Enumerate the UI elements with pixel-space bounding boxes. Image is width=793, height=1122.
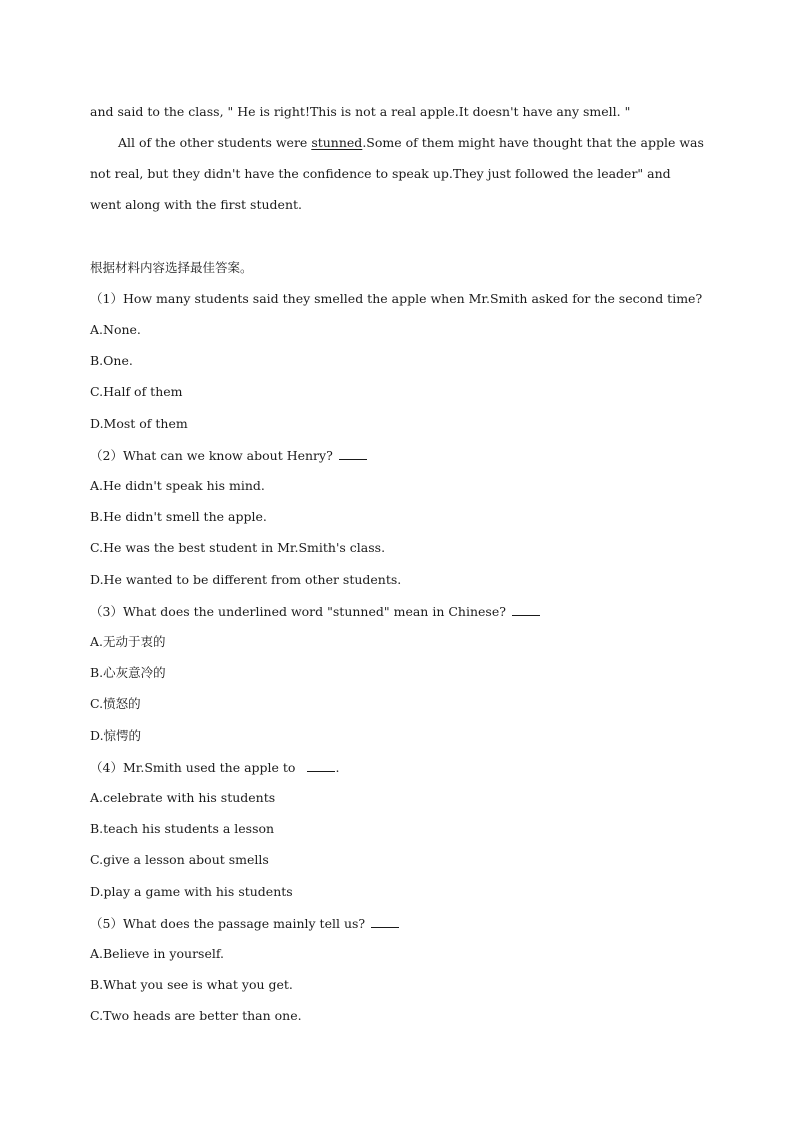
question-stem-row	[90, 759, 730, 776]
option: A.celebrate with his students	[90, 790, 276, 805]
passage-line	[118, 135, 730, 151]
option: D.惊愕的	[90, 728, 142, 743]
option: C.Two heads are better than one.	[90, 1008, 302, 1023]
option: D.Most of them	[90, 416, 188, 431]
question-stem: （3）What does the underlined word "stunned" mean in Chinese?	[90, 604, 506, 619]
answer-blank	[371, 915, 399, 928]
passage-line: and said to the class, " He is right!This is not a real apple.It doesn't have any smell. "	[90, 104, 631, 119]
option: B.心灰意冷的	[90, 665, 166, 680]
instruction: 根据材料内容选择最佳答案。	[90, 260, 253, 275]
option: C.Half of them	[90, 384, 183, 399]
option: B.One.	[90, 353, 133, 368]
passage-line: not real, but they didn't have the confidence to speak up.They just followed the leader" and	[90, 166, 671, 181]
option: B.teach his students a lesson	[90, 821, 275, 836]
passage-line: went along with the first student.	[90, 197, 302, 212]
question-stem: （2）What can we know about Henry?	[90, 448, 333, 463]
option: A.None.	[90, 322, 141, 337]
answer-blank	[339, 447, 367, 460]
underlined-word: stunned	[311, 135, 363, 150]
option: A.无动于衷的	[90, 634, 166, 649]
option: A.He didn't speak his mind.	[90, 478, 265, 493]
question-stem: （4）Mr.Smith used the apple to	[90, 760, 296, 775]
option: C.愤怒的	[90, 696, 141, 711]
option: C.give a lesson about smells	[90, 852, 269, 867]
question-stem-tail: .	[335, 760, 340, 775]
question-stem-row	[90, 915, 730, 932]
passage-text: .Some of them might have thought that the apple was	[362, 135, 704, 150]
question-stem-row	[90, 603, 730, 620]
question-stem: （5）What does the passage mainly tell us?	[90, 916, 366, 931]
answer-blank	[307, 759, 335, 772]
option: D.play a game with his students	[90, 884, 293, 899]
option: A.Believe in yourself.	[90, 946, 225, 961]
answer-blank	[512, 603, 540, 616]
question-stem: （1）How many students said they smelled the apple when Mr.Smith asked for the second time?	[90, 291, 703, 306]
option: B.What you see is what you get.	[90, 977, 293, 992]
option: D.He wanted to be different from other students.	[90, 572, 402, 587]
passage-text: All of the other students were	[118, 135, 312, 150]
option: B.He didn't smell the apple.	[90, 509, 267, 524]
question-stem-row	[90, 447, 730, 464]
option: C.He was the best student in Mr.Smith's class.	[90, 540, 386, 555]
